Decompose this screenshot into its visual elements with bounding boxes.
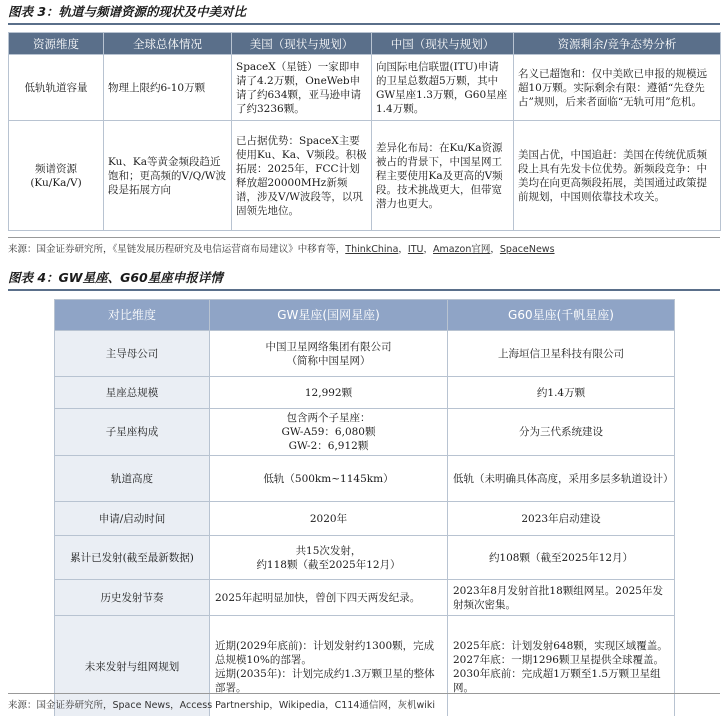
- figure-3-title: 图表 3：轨道与频谱资源的现状及中美对比: [8, 4, 720, 25]
- table-row: [55, 409, 675, 456]
- source-prefix: 来源：国金证券研究所，《星链发展历程研究及电信运营商布局建议》中移育等，: [8, 244, 346, 255]
- cell-g60: 上海垣信卫星科技有限公司: [448, 331, 675, 377]
- source-link-amazon[interactable]: Amazon官网: [432, 244, 491, 255]
- cell-dimension: 星座总规模: [55, 377, 210, 409]
- cell-g60: 低轨（未明确具体高度，采用多层多轨道设计）: [448, 456, 675, 502]
- cell-gw: 低轨（500km~1145km）: [210, 456, 448, 502]
- cell-dimension: 主导母公司: [55, 331, 210, 377]
- cell-gw: 包含两个子星座： GW-A59：6,080颗 GW-2：6,912颗: [210, 409, 448, 456]
- table-row: [55, 331, 675, 377]
- orbit-spectrum-table: [8, 32, 721, 231]
- table-row: [55, 580, 675, 616]
- cell-g60: 约108颗（截至2025年12月）: [448, 536, 675, 580]
- cell-gw: 中国卫星网络集团有限公司 （简称中国星网）: [210, 331, 448, 377]
- table-header-row: [55, 300, 675, 331]
- cell-g60: 2023年启动建设: [448, 502, 675, 536]
- cell-cn: 差异化布局：在Ku/Ka资源被占的背景下，中国星网工程主要使用Ka及更高的V频段。技术挑战更大，但带宽潜力也更大。: [372, 121, 514, 231]
- figure-3-source: 来源：国金证券研究所，《星链发展历程研究及电信运营商布局建议》中移育等，ThinkChina，ITU，Amazon官网，SpaceNews: [8, 237, 720, 256]
- table-header-row: [9, 33, 721, 55]
- source-link-itu[interactable]: ITU: [407, 244, 424, 255]
- table-row: [9, 55, 721, 121]
- figure-4-title: 图表 4：GW星座、G60星座申报详情: [8, 270, 720, 291]
- table-row: [9, 121, 721, 231]
- cell-dimension: 累计已发射(截至最新数据): [55, 536, 210, 580]
- header-dimension: 资源维度: [9, 33, 104, 55]
- cell-analysis: 名义已超饱和：仅中美欧已申报的规模远超10万颗。实际剩余有限：遵循“先登先占”规则，后来者面临“无轨可用”危机。: [514, 55, 721, 121]
- header-cn: 中国（现状与规划）: [372, 33, 514, 55]
- table-row: [55, 502, 675, 536]
- cell-cn: 向国际电信联盟(ITU)申请的卫星总数超5万颗，其中GW星座1.3万颗，G60星座1.4万颗。: [372, 55, 514, 121]
- cell-dimension: 子星座构成: [55, 409, 210, 456]
- cell-dimension: 申请/启动时间: [55, 502, 210, 536]
- header-us: 美国（现状与规划）: [232, 33, 372, 55]
- cell-g60: 2023年8月发射首批18颗组网星。2025年发射频次密集。: [448, 580, 675, 616]
- cell-g60: 约1.4万颗: [448, 377, 675, 409]
- header-g60: G60星座(千帆星座): [448, 300, 675, 331]
- source-link-spacenews[interactable]: SpaceNews: [499, 244, 555, 255]
- cell-dimension: 低轨轨道容量: [9, 55, 104, 121]
- header-analysis: 资源剩余/竞争态势分析: [514, 33, 721, 55]
- source-link-thinkchina[interactable]: ThinkChina: [345, 244, 399, 255]
- cell-dimension: 历史发射节奏: [55, 580, 210, 616]
- table-row: [55, 456, 675, 502]
- cell-gw: 2020年: [210, 502, 448, 536]
- cell-g60: 2025年底：计划发射648颗，实现区域覆盖。 2027年底：一期1296颗卫星提供全球覆盖。 2030年底前：完成超1万颗至1.5万颗卫星组网。: [448, 616, 675, 716]
- cell-gw: 12,992颗: [210, 377, 448, 409]
- header-global: 全球总体情况: [104, 33, 232, 55]
- header-dimension: 对比维度: [55, 300, 210, 331]
- cell-analysis: 美国占优，中国追赶：美国在传统优质频段上具有先发卡位优势。新频段竞争：中美均在向更高频段拓展，美国通过政策提前规划，中国则依靠技术攻关。: [514, 121, 721, 231]
- table-row: [55, 536, 675, 580]
- cell-global: 物理上限约6-10万颗: [104, 55, 232, 121]
- cell-us: SpaceX（星链）一家即申请了4.2万颗，OneWeb申请了约634颗，亚马逊申请了约3236颗。: [232, 55, 372, 121]
- figure-4-source: 来源：国金证券研究所，Space News，Access Partnership，Wikipedia，C114通信网，灰机wiki: [8, 693, 720, 712]
- cell-gw: 共15次发射， 约118颗（截至2025年12月）: [210, 536, 448, 580]
- header-gw: GW星座(国网星座): [210, 300, 448, 331]
- cell-global: Ku、Ka等黄金频段趋近饱和；更高频的V/Q/W波段是拓展方向: [104, 121, 232, 231]
- cell-gw: 2025年起明显加快，曾创下四天两发纪录。: [210, 580, 448, 616]
- cell-gw: 近期(2029年底前)：计划发射约1300颗，完成总规模10%的部署。 远期(2035年)：计划完成约1.3万颗卫星的整体部署。: [210, 616, 448, 716]
- constellation-table: [54, 299, 675, 716]
- cell-dimension: 频谱资源(Ku/Ka/V): [9, 121, 104, 231]
- cell-dimension: 轨道高度: [55, 456, 210, 502]
- cell-dimension: 未来发射与组网规划: [55, 616, 210, 716]
- cell-g60: 分为三代系统建设: [448, 409, 675, 456]
- table-row: [55, 377, 675, 409]
- cell-us: 已占据优势：SpaceX主要使用Ku、Ka、V频段。积极拓展：2025年，FCC计划释放超20000MHz新频谱，涉及V/W波段等，以巩固领先地位。: [232, 121, 372, 231]
